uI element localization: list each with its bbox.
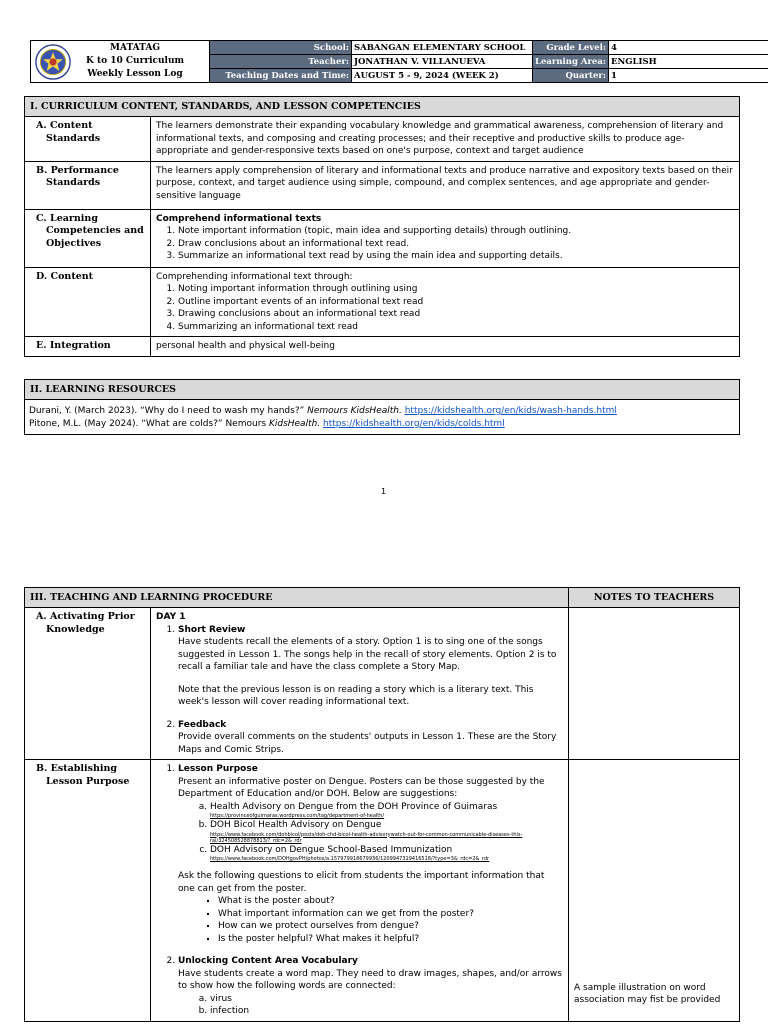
teacher-label: Teacher: — [210, 55, 352, 69]
content-intro: Comprehending informational text through: — [156, 271, 353, 282]
quarter-value: 1 — [609, 69, 768, 83]
list-item: 3. Summarize an informational text read by using the main idea and supporting details. — [178, 250, 734, 263]
integration-text: personal health and physical well-being — [151, 337, 740, 357]
reference-entry: Pitone, M.L. (May 2024). “What are colds?” Nemours KidsHealth. https://kidshealth.org/en/kids/colds.html — [29, 418, 505, 429]
learning-area-value: ENGLISH — [609, 55, 768, 69]
feedback-text: Provide overall comments on the students' outputs in Lesson 1. These are the Story Maps and Comic Strips. — [178, 732, 557, 755]
suggestion-link[interactable]: https://www.facebook.com/dohbicol/posts/doh-chd-bicol-health-advisorywatch-out-for-common-communicable-diseases-this-rai/324508528878813/?_rdc=2&_rdr — [210, 831, 523, 844]
header-title-line: Weekly Lesson Log — [87, 69, 183, 79]
short-review-title: Short Review — [178, 624, 246, 635]
list-item: 1. Noting important information through outlining using — [178, 283, 734, 296]
teacher-value: JONATHAN V. VILLANUEVA — [352, 55, 533, 69]
activating-knowledge-cell — [151, 608, 569, 760]
list-item: ▪ Is the poster helpful? What makes it helpful? — [218, 933, 563, 946]
quarter-label: Quarter: — [533, 69, 609, 83]
page-number: 1 — [381, 487, 387, 496]
section-title: II. LEARNING RESOURCES — [25, 380, 740, 400]
day-label: DAY 1 — [156, 612, 186, 622]
questions-intro: Ask the following questions to elicit from students the important information that one can get from the poster. — [178, 871, 545, 894]
short-review-text: Have students recall the elements of a story. Option 1 is to sing one of the songs suggested in Lesson 1. The songs help in the recall of story elements. Option 2 is to recall a familiar tale and have the class complete a Story Map. — [178, 637, 557, 672]
list-item: ▪ How can we protect ourselves from dengue? — [218, 920, 563, 933]
notes-cell — [569, 608, 740, 760]
row-label: C. Learning Competencies and Objectives — [25, 209, 151, 267]
feedback-title: Feedback — [178, 719, 227, 730]
lesson-purpose-text: Present an informative poster on Dengue. Posters can be those suggested by the Department of Education and/or DOH. Below are suggestions: — [178, 776, 545, 799]
teaching-dates-label: Teaching Dates and Time: — [210, 69, 352, 83]
suggestion-link[interactable]: https://provinceofguimaras.wordpress.com/tag/department-of-health/ — [210, 813, 385, 819]
curriculum-section — [24, 96, 740, 357]
header-title-block — [31, 41, 210, 83]
list-item: 4. Summarizing an informational text read — [178, 321, 734, 334]
vocabulary-title: Unlocking Content Area Vocabulary — [178, 956, 358, 966]
list-item: 2. Draw conclusions about an informational text read. — [178, 238, 734, 251]
list-item: 3. Drawing conclusions about an informational text read — [178, 308, 734, 321]
teaching-procedure-section — [24, 587, 740, 1022]
suggestion-link[interactable]: https://www.facebook.com/DOHgovPH/photos/a.157979918679936/1209947319416518/?type=3&_rdc=2&_rdr — [210, 856, 490, 862]
row-label: A. Activating Prior Knowledge — [25, 608, 151, 760]
competencies-cell — [151, 209, 740, 267]
list-item: ▪ What is the poster about? — [218, 895, 563, 908]
notes-cell: A sample illustration on word association may fist be provided — [569, 760, 740, 1022]
row-label: E. Integration — [25, 337, 151, 357]
row-label: A. Content Standards — [25, 117, 151, 162]
content-cell — [151, 267, 740, 337]
learning-area-label: Learning Area: — [533, 55, 609, 69]
competencies-heading: Comprehend informational texts — [156, 213, 322, 224]
vocabulary-text: Have students create a word map. They need to draw images, shapes, and/or arrows to show how the following words are connected: — [178, 968, 562, 991]
short-review-note: Note that the previous lesson is on reading a story which is a literary text. This week's lesson will cover reading informational text. — [178, 684, 534, 707]
row-label: B. Performance Standards — [25, 161, 151, 209]
section-title: I. CURRICULUM CONTENT, STANDARDS, AND LESSON COMPETENCIES — [25, 97, 740, 117]
school-value: SABANGAN ELEMENTARY SCHOOL — [352, 41, 533, 55]
teaching-dates-value: AUGUST 5 - 9, 2024 (WEEK 2) — [352, 69, 533, 83]
list-item: b. infection — [210, 1005, 563, 1018]
row-label: B. Establishing Lesson Purpose — [25, 760, 151, 1022]
school-label: School: — [210, 41, 352, 55]
list-item: b. DOH Bicol Health Advisory on Dengue https://www.facebook.com/dohbicol/posts/doh-chd-bicol-health-advisorywatch-out-for-common-communicable-diseases-this-rai/324508528878813/?_rdc=2&_rdr — [210, 819, 563, 844]
performance-standards-text: The learners apply comprehension of literary and informational texts and produce narrative and expository texts based on their purpose, context, and target audience using simple, compound, and complex sentences, and age appropriate and gender-sensitive language — [151, 161, 740, 209]
header-title-line: K to 10 Curriculum — [85, 56, 185, 66]
grade-level-value: 4 — [609, 41, 768, 55]
lesson-purpose-title: Lesson Purpose — [178, 764, 258, 774]
deped-seal-icon — [35, 44, 71, 80]
grade-level-label: Grade Level: — [533, 41, 609, 55]
resources-cell — [25, 400, 740, 435]
lesson-purpose-cell — [151, 760, 569, 1022]
list-item: 2. Outline important events of an informational text read — [178, 296, 734, 309]
learning-resources-section — [24, 379, 740, 435]
list-item: a. Health Advisory on Dengue from the DOH Province of Guimaras https://provinceofguimaras.wordpress.com/tag/department-of-health/ — [210, 801, 563, 820]
list-item: c. DOH Advisory on Dengue School-Based Immunization https://www.facebook.com/DOHgovPH/photos/a.157979918679936/1209947319416518/?type=3&_rdc=2&_rdr — [210, 844, 563, 863]
header-title-line: MATATAG — [109, 43, 161, 53]
list-item: 1. Note important information (topic, main idea and supporting details) through outlining. — [178, 225, 734, 238]
content-standards-text: The learners demonstrate their expanding vocabulary knowledge and grammatical awareness, comprehension of literary and informational texts, and composing and creating processes; and their receptive and productive skills to produce age-appropriate and gender-responsive texts based on one's purpose, context and target audience — [151, 117, 740, 162]
lesson-log-header — [30, 40, 768, 83]
list-item: ▪ What important information can we get from the poster? — [218, 908, 563, 921]
section-title: III. TEACHING AND LEARNING PROCEDURE — [25, 588, 569, 608]
reference-entry: Durani, Y. (March 2023). “Why do I need to wash my hands?” Nemours KidsHealth. https://kidshealth.org/en/kids/wash-hands.html — [29, 406, 617, 416]
list-item: a. virus — [210, 993, 563, 1006]
notes-column-title: NOTES TO TEACHERS — [569, 588, 740, 608]
row-label: D. Content — [25, 267, 151, 337]
reference-link[interactable]: https://kidshealth.org/en/kids/wash-hands.html — [404, 406, 617, 416]
reference-link[interactable]: https://kidshealth.org/en/kids/colds.html — [323, 418, 505, 429]
